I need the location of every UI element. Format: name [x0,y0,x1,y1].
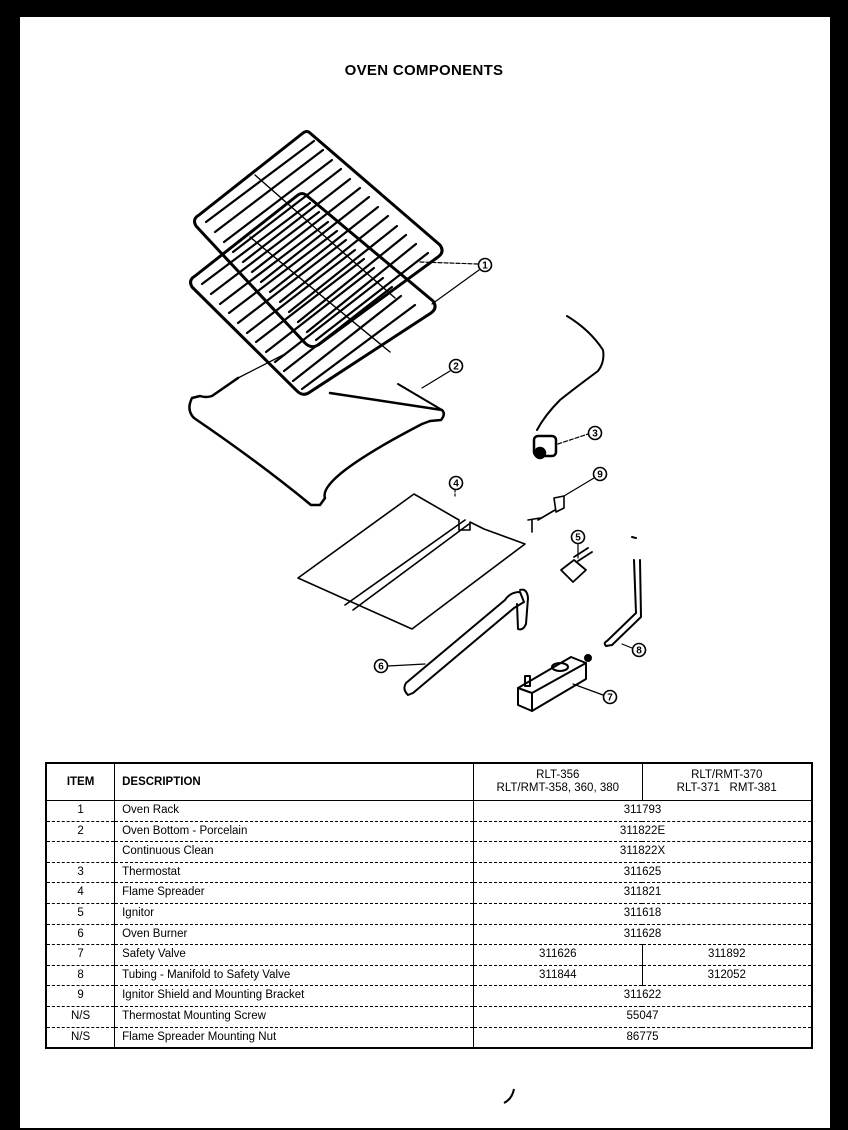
callout-number: 7 [607,692,613,704]
callout-group [375,259,646,704]
header-model-group-b-line2: RLT-371 RMT-381 [676,782,777,794]
part-description: Flame Spreader [115,883,474,904]
part-description: Flame Spreader Mounting Nut [115,1027,474,1048]
table-row [46,801,812,822]
item-number: N/S [46,1027,115,1048]
part-description: Oven Bottom - Porcelain [115,821,474,842]
item-number: 1 [46,801,115,822]
part-number-group-b: 312052 [642,965,812,986]
part-number: 311822X [474,842,812,863]
item-number [46,842,115,863]
callout-9 [594,468,607,481]
item-number: 8 [46,965,115,986]
page-title: OVEN COMPONENTS [344,62,504,79]
flame-spreader-illustration [298,494,525,629]
parts-table [45,762,813,1049]
oven-bottom-illustration [189,378,443,505]
ignitor-bracket-illustration [528,496,564,532]
header-model-group-b-line1: RLT/RMT-370 [691,769,763,781]
table-row [46,842,812,863]
part-description: Continuous Clean [115,842,474,863]
item-number: 7 [46,945,115,966]
part-description: Ignitor Shield and Mounting Bracket [115,986,474,1007]
part-number: 311821 [474,883,812,904]
table-row [46,862,812,883]
table-row [46,945,812,966]
part-number: 55047 [474,1006,812,1027]
item-number: 6 [46,924,115,945]
callout-6 [375,660,388,673]
callout-number: 8 [636,645,642,657]
table-row [46,965,812,986]
table-row [46,883,812,904]
item-number: 4 [46,883,115,904]
header-model-group-a [474,763,642,801]
part-description: Safety Valve [115,945,474,966]
part-description: Ignitor [115,903,474,924]
thermostat-body-illustration [534,436,556,458]
part-description: Oven Burner [115,924,474,945]
callout-8 [633,644,646,657]
scan-mark [500,1085,530,1110]
callout-7 [604,691,617,704]
callout-number: 5 [575,532,581,544]
item-number: N/S [46,1006,115,1027]
callout-number: 6 [378,661,384,673]
callout-number: 1 [482,260,488,272]
part-description: Thermostat [115,862,474,883]
header-item: ITEM [46,763,115,801]
callout-2 [450,360,463,373]
parts-table-header-row [46,763,812,801]
part-number: 311822E [474,821,812,842]
safety-valve-illustration [518,655,591,711]
part-description: Tubing - Manifold to Safety Valve [115,965,474,986]
callout-5 [572,531,585,544]
table-row [46,821,812,842]
callout-number: 2 [453,361,459,373]
callout-number: 3 [592,428,598,440]
part-number: 86775 [474,1027,812,1048]
part-description: Oven Rack [115,801,474,822]
item-number: 5 [46,903,115,924]
table-row [46,1027,812,1048]
part-number: 311618 [474,903,812,924]
table-row [46,924,812,945]
callout-1 [479,259,492,272]
part-number: 311628 [474,924,812,945]
parts-table-body [46,801,812,1049]
thermostat-capillary-illustration [537,316,603,430]
part-number: 311793 [474,801,812,822]
part-number: 311625 [474,862,812,883]
part-number-group-a: 311626 [474,945,642,966]
header-model-group-a-line1: RLT-356 [536,769,580,781]
header-model-group-a-line2: RLT/RMT-358, 360, 380 [496,782,620,794]
callout-3 [589,427,602,440]
oven-rack-upper-illustration [195,132,443,347]
callout-4 [450,477,463,490]
oven-burner-illustration [404,590,528,695]
item-number: 2 [46,821,115,842]
part-description: Thermostat Mounting Screw [115,1006,474,1027]
ignitor-illustration [561,548,592,582]
header-model-group-b [642,763,812,801]
part-number: 311622 [474,986,812,1007]
callout-number: 9 [597,469,603,481]
item-number: 9 [46,986,115,1007]
table-row [46,986,812,1007]
item-number: 3 [46,862,115,883]
part-number-group-b: 311892 [642,945,812,966]
table-row [46,903,812,924]
callout-number: 4 [453,478,459,490]
tubing-illustration [605,537,641,646]
table-row [46,1006,812,1027]
part-number-group-a: 311844 [474,965,642,986]
header-description: DESCRIPTION [115,763,474,801]
